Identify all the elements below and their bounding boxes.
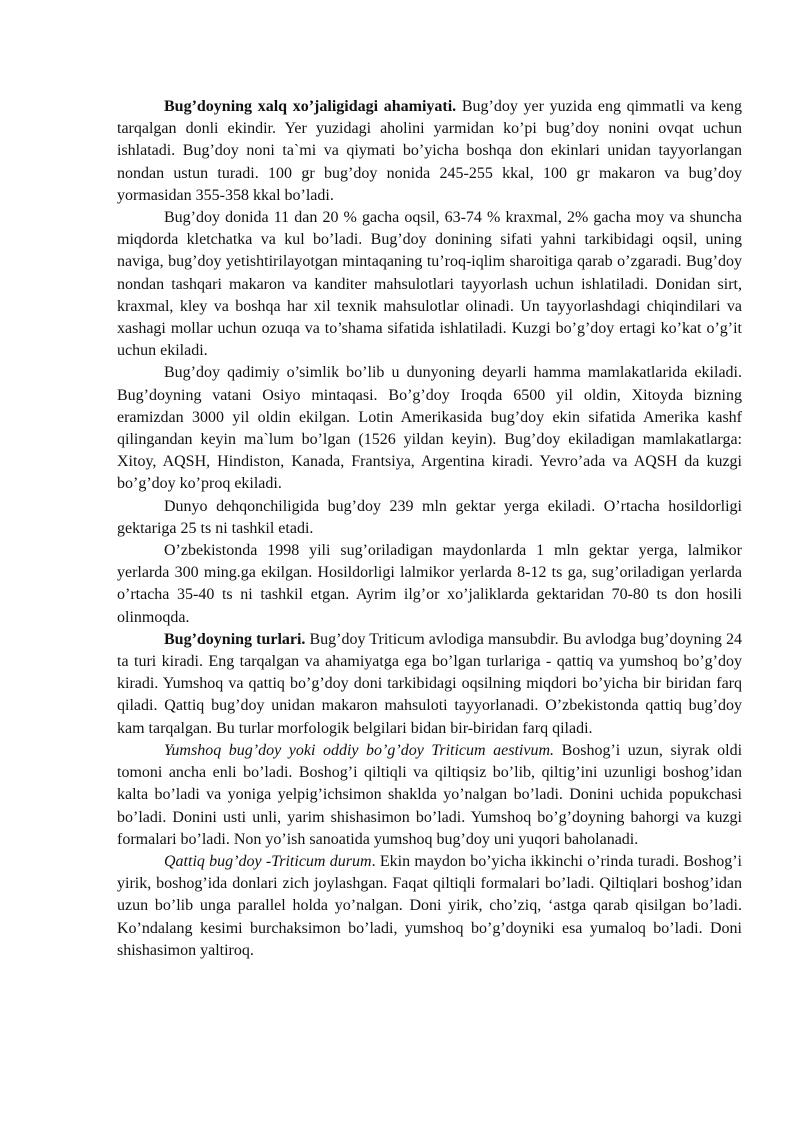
- paragraph: [117, 851, 742, 962]
- paragraph-heading: Qattiq bug’doy -Triticum durum: [164, 852, 372, 870]
- paragraph-text: Dunyo dehqonchiligida bug’doy 239 mln gektar yerga ekiladi. O’rtacha hosildorligi gektariga 25 ts ni tashkil etadi.: [117, 497, 742, 537]
- paragraph: [117, 362, 742, 495]
- paragraph-text: Bug’doy donida 11 dan 20 % gacha oqsil, 63-74 % kraxmal, 2% gacha moy va shuncha miqdorda kletchatka va kul bo’ladi. Bug’doy donining sifati yahni tarkibidagi oqsil, uning naviga, bug’doy yetishtirilayotgan mintaqaning tu’roq-iqlim sharoitiga qarab o’zgaradi. Bug’doy nondan tashqari makaron va kanditer mahsulotlari tayyorlash uchun ishlatiladi. Donidan sirt, kraxmal, kley va boshqa har xil texnik mahsulotlar olinadi. Un tayyorlashdagi chiqindilari va xashagi mollar uchun ozuqa va to’shama sifatida ishlatiladi. Kuzgi bo’g’doy ertagi ko’kat o’g’it uchun ekiladi.: [117, 209, 742, 360]
- paragraph: [117, 540, 742, 629]
- paragraph-text: Bug’doy yer yuzida eng qimmatli va keng tarqalgan donli ekindir. Yer yuzidagi aholini yarmidan ko’pi bug’doy nonini ovqat uchun ishlatadi. Bug’doy noni ta`mi va qiymati bo’yicha boshqa don ekinlari unidan tayyorlangan nondan ustun turadi. 100 gr bug’doy nonida 245-255 kkal, 100 gr makaron va bug’doy yormasidan 355-358 kkal bo’ladi.: [117, 98, 742, 204]
- paragraph-text: . Ekin maydon bo’yicha ikkinchi o’rinda turadi. Boshog’i yirik, boshog’ida donlari zich joylashgan. Faqat qiltiqli formalari bo’ladi. Qiltiqlari boshog’idan uzun bo’lib unga parallel holda yo’nalgan. Doni yirik, cho’ziq, ‘astga qarab qisilgan bo’ladi. Ko’ndalang kesimi burchaksimon bo’ladi, yumshoq bo’g’doyniki esa yumaloq bo’ladi. Doni shishasimon yaltiroq.: [117, 852, 743, 959]
- paragraph-heading: Bug’doyning xalq xo’jaligidagi ahamiyati.: [164, 98, 457, 115]
- paragraph-text: Bug’doy qadimiy o’simlik bo’lib u dunyoning deyarli hamma mamlakatlarida ekiladi. Bug’doyning vatani Osiyo mintaqasi. Bo’g’doy Iroqda 6500 yil oldin, Xitoyda bizning eramizdan 3000 yil oldin ekilgan. Lotin Amerikasida bug’doy ekin sifatida Amerika kashf qilingandan keyin ma`lum bo’lgan (1526 yildan keyin). Bug’doy ekiladigan mamlakatlarga: Xitoy, AQSH, Hindiston, Kanada, Frantsiya, Argentina kiradi. Yevro’ada va AQSH da kuzgi bo’g’doy ko’proq ekiladi.: [117, 364, 742, 493]
- paragraph: [117, 740, 742, 851]
- paragraph-text: O’zbekistonda 1998 yili sug’oriladigan maydonlarda 1 mln gektar yerga, lalmikor yerlarda 300 ming.ga ekilgan. Hosildorligi lalmikor yerlarda 8-12 ts ga, sug’oriladigan yerlarda o’rtacha 35-40 ts ni tashkil etgan. Ayrim ilg’or xo’jaliklarda gektaridan 70-80 ts don hosili olinmoqda.: [117, 542, 742, 626]
- paragraph-text: Boshog’i uzun, siyrak oldi tomoni ancha enli bo’ladi. Boshog’i qiltiqli va qiltiqsiz bo’lib, qiltig’ini uzunligi boshog’idan kalta bo’ladi va yoniga yelpig’ichsimon shaklda yo’nalgan bo’ladi. Donini uchida popukchasi bo’ladi. Donini usti unli, yarim shishasimon bo’ladi. Yumshoq bo’g’doyning bahorgi va kuzgi formalari bo’ladi. Non yo’ish sanoatida yumshoq bug’doy uni yuqori baholanadi.: [117, 741, 743, 848]
- document-body: [117, 96, 742, 962]
- paragraph-heading: Bug’doyning turlari.: [164, 630, 306, 648]
- paragraph-heading: Yumshoq bug’doy yoki oddiy bo’g’doy Triticum aestivum.: [164, 741, 555, 759]
- paragraph: [117, 207, 742, 362]
- paragraph: [117, 96, 742, 207]
- paragraph: [117, 496, 742, 540]
- paragraph-text: Bug’doy Triticum avlodiga mansubdir. Bu avlodga bug’doyning 24 ta turi kiradi. Eng tarqalgan va ahamiyatga ega bo’lgan turlariga - qattiq va yumshoq bo’g’doy kiradi. Yumshoq va qattiq bo’g’doy doni tarkibidagi oqsilning miqdori bo’yicha bir biridan farq qiladi. Qattiq bug’doy unidan makaron mahsuloti tayyorlanadi. O’zbekistonda qattiq bug’doy kam tarqalgan. Bu turlar morfologik belgilari bidan bir-biridan farq qiladi.: [117, 630, 743, 737]
- paragraph: [117, 629, 742, 740]
